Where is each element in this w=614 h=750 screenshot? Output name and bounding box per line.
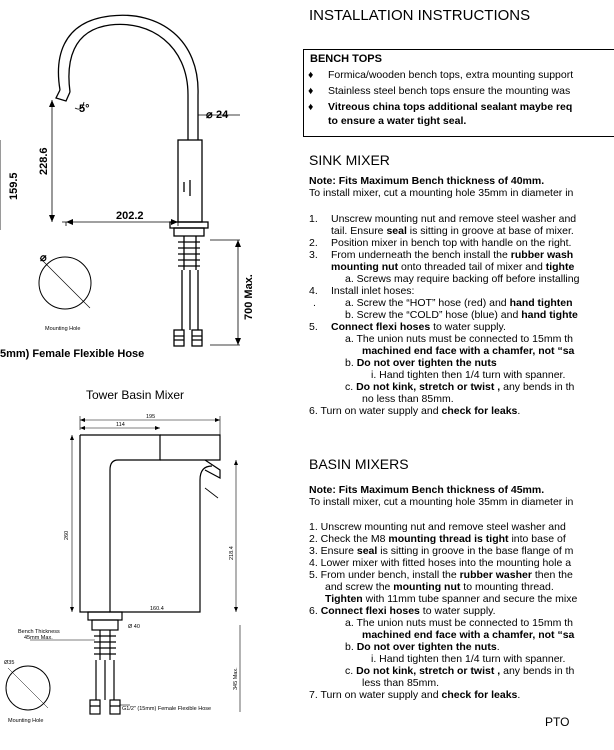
sink-step-3-cont: mounting nut onto threaded tail of mixer and tighte (331, 261, 575, 273)
sink-step-5a: a. The union nuts must be connected to 15mm th (345, 333, 574, 345)
pto-label: PTO (545, 715, 570, 729)
sink-step-6: 6. Turn on water supply and check for leaks. (309, 405, 521, 417)
mounting-hole-label: Mounting Hole (45, 326, 81, 332)
dim-114: 114 (116, 422, 125, 428)
tower-mounting-hole-label: Mounting Hole (8, 718, 44, 724)
sink-step-1-cont: tail. Ensure seal is sitting in groove at base of mixer. (331, 225, 574, 237)
basin-step-1: 1. Unscrew mounting nut and remove steel washer and (309, 521, 566, 533)
sink-step-1: Unscrew mounting nut and remove steel washer and (331, 213, 577, 225)
basin-step-6a: a. The union nuts must be connected to 15mm th (345, 617, 574, 629)
dim-345-max: 345 Max. (233, 667, 239, 690)
basin-mixers-heading: BASIN MIXERS (309, 456, 409, 472)
sink-step-4: Install inlet hoses: (331, 285, 415, 297)
bench-tops-bullet-3-cont: to ensure a water tight seal. (328, 115, 467, 127)
basin-step-6a-cont: machined end face with a chamfer, not “sa (362, 629, 575, 641)
sink-step-4-dot: . (313, 297, 316, 309)
bench-tops-box (303, 49, 614, 137)
svg-text:⌀: ⌀ (206, 109, 213, 121)
basin-intro: To install mixer, cut a mounting hole 35mm in diameter in (309, 496, 574, 508)
sink-step-3: From underneath the bench install the rubber wash (331, 249, 574, 261)
sink-step-1-num: 1. (309, 213, 318, 225)
sink-step-5-num: 5. (309, 321, 318, 333)
sink-step-5: Connect flexi hoses to water supply. (331, 321, 506, 333)
basin-step-5: 5. From under bench, install the rubber washer then the (309, 569, 573, 581)
dim-5-deg: 5° (79, 103, 90, 115)
dim-202-2: 202.2 (116, 210, 144, 222)
bench-thickness-label-2: 45mm Max. (24, 635, 53, 641)
dim-24: 24 (216, 109, 229, 121)
basin-step-3: 3. Ensure seal is sitting in groove in the base flange of m (309, 545, 574, 557)
bench-tops-heading: BENCH TOPS (310, 53, 382, 65)
bench-tops-bullet-1: ♦ Formica/wooden bench tops, extra mounting support (308, 69, 574, 81)
sink-step-5c: c. Do not kink, stretch or twist , any bends in th (345, 381, 575, 393)
sink-step-4a: a. Screw the “HOT” hose (red) and hand tighten (345, 297, 573, 309)
sink-step-3-num: 3. (309, 249, 318, 261)
dim-160-4: 160.4 (150, 606, 164, 612)
basin-step-4: 4. Lower mixer with fitted hoses into the mounting hole a (309, 557, 572, 569)
instructions-column (309, 0, 600, 750)
basin-step-5-cont: and screw the mounting nut to mounting thread. (325, 581, 554, 593)
tower-hose-label: G1/2" (15mm) Female Flexible Hose (122, 706, 212, 712)
sink-step-4b: b. Screw the “COLD” hose (blue) and hand tighte (345, 309, 578, 321)
dim-195: 195 (146, 414, 156, 420)
dim-35: Ø35 (4, 660, 15, 666)
dim-159-5: 159.5 (8, 172, 20, 200)
tower-basin-title: Tower Basin Mixer (86, 388, 185, 402)
basin-step-6c-cont: less than 85mm. (362, 677, 440, 689)
basin-step-6: 6. Connect flexi hoses to water supply. (309, 605, 496, 617)
dim-260: 260 (64, 530, 70, 540)
sink-step-2: Position mixer in bench top with handle on the right. (331, 237, 572, 249)
basin-step-6b: b. Do not over tighten the nuts. (345, 641, 500, 653)
bench-tops-bullet-3: ♦ Vitreous china tops additional sealant maybe req (308, 101, 573, 113)
dim-218-4: 218.4 (229, 546, 235, 560)
hose-caption: 5mm) Female Flexible Hose (0, 348, 145, 360)
page-title: INSTALLATION INSTRUCTIONS (309, 7, 531, 24)
bench-thickness-label-1: Bench Thickness (18, 629, 60, 635)
basin-step-5-cont-2: Tighten with 11mm tube spanner and secure the mixe (325, 593, 578, 605)
sink-step-5c-cont: no less than 85mm. (362, 393, 454, 405)
sink-step-5b: b. Do not over tighten the nuts (345, 357, 497, 369)
sink-note: Note: Fits Maximum Bench thickness of 40mm. (309, 175, 545, 187)
sink-step-5b-i: i. Hand tighten then 1/4 turn with spanner. (371, 369, 566, 381)
dim-700-max: 700 Max. (243, 274, 255, 320)
bench-tops-bullet-2: ♦ Stainless steel bench tops ensure the mounting was (308, 85, 571, 97)
basin-note: Note: Fits Maximum Bench thickness of 45mm. (309, 484, 545, 496)
sink-step-4-num: 4. (309, 285, 318, 297)
sink-step-3a: a. Screws may require backing off before installing (345, 273, 580, 285)
basin-step-6c: c. Do not kink, stretch or twist , any bends in th (345, 665, 575, 677)
dim-40: Ø 40 (128, 624, 140, 630)
basin-step-6b-i: i. Hand tighten then 1/4 turn with spanner. (371, 653, 566, 665)
basin-step-2: 2. Check the M8 mounting thread is tight into base of (309, 533, 566, 545)
dim-228-6: 228.6 (38, 147, 50, 175)
svg-text:⌀: ⌀ (40, 252, 47, 264)
sink-step-2-num: 2. (309, 237, 318, 249)
sink-step-5a-cont: machined end face with a chamfer, not “sa (362, 345, 575, 357)
sink-intro: To install mixer, cut a mounting hole 35mm in diameter in (309, 187, 574, 199)
basin-step-7: 7. Turn on water supply and check for leaks. (309, 689, 521, 701)
sink-mixer-heading: SINK MIXER (309, 152, 390, 168)
tower-basin-drawing (0, 0, 300, 750)
